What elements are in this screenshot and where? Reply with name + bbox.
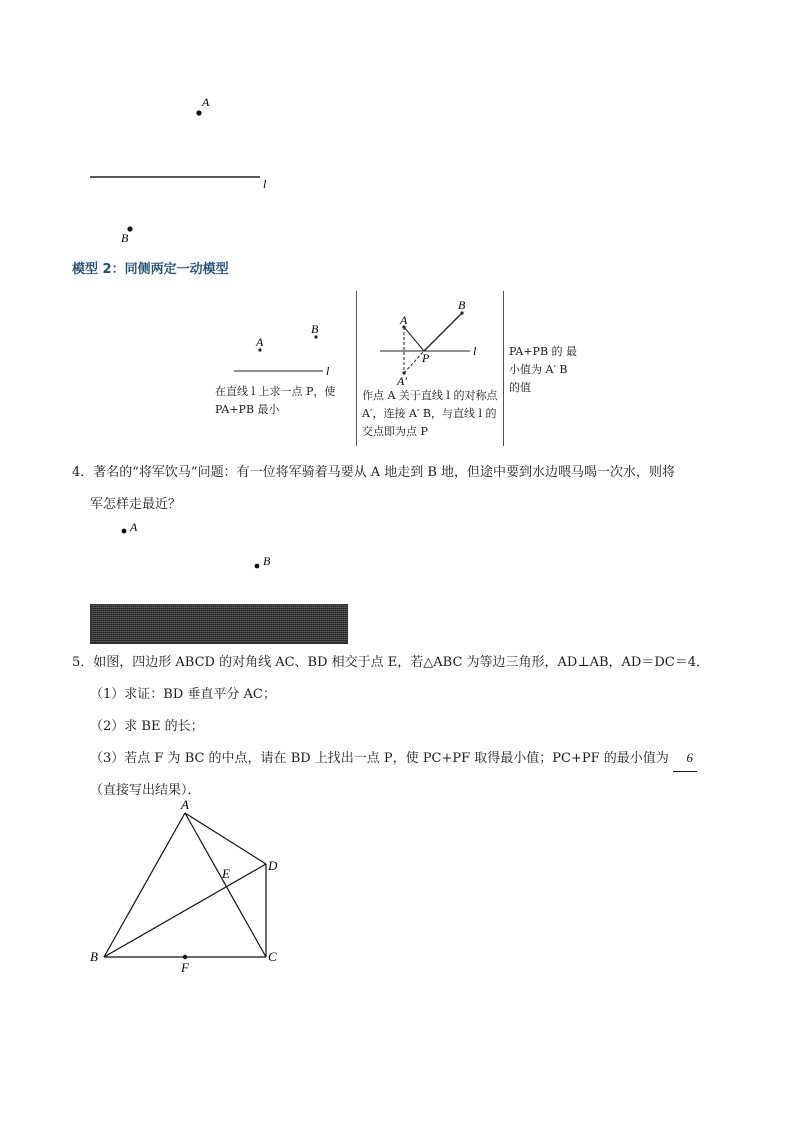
q4-text-line1: 4．著名的“将军饮马”问题：有一位将军骑着马要从 A 地走到 B 地，但途中要到水边喂马喝一次水，则将: [72, 465, 676, 480]
model2-col2-caption: 作点 A 关于直线 l 的对称点 A′，连接 A′ B，与直线 l 的交点即为点 P: [362, 389, 498, 438]
label-l: l: [263, 177, 267, 191]
col1-label-a: A: [256, 335, 264, 349]
col2-label-a: A: [400, 313, 408, 327]
q4-figure: [110, 518, 290, 578]
q4-label-a: A: [130, 520, 138, 534]
col1-label-l: l: [326, 364, 330, 378]
q5-label-e: E: [222, 866, 230, 881]
model2-heading: 模型 2：同侧两定一动模型: [72, 262, 229, 277]
q5-label-b: B: [90, 949, 98, 964]
model2-col3-caption: PA+PB 的 最小值为 A′ B 的值: [509, 345, 578, 394]
q5-part3: （3）若点 F 为 BC 的中点，请在 BD 上找出一点 P，使 PC+PF 取得最小值；PC+PF 的最小值为: [90, 751, 669, 766]
q5-label-a: A: [181, 800, 189, 812]
q5-label-d: D: [268, 858, 278, 873]
q5-figure: [80, 800, 300, 980]
col2-label-p: P: [422, 351, 430, 365]
q5-answer-blank: 6: [673, 745, 697, 772]
col1-label-b: B: [311, 322, 319, 336]
q4-label-b: B: [263, 554, 271, 568]
model2-col2-figure: [360, 298, 500, 390]
q5-part3-line: [90, 745, 770, 772]
model2-col1-caption: 在直线 l 上求一点 P，使 PA+PB 最小: [215, 385, 336, 416]
col2-label-l: l: [473, 344, 477, 358]
q5-part1: （1）求证：BD 垂直平分 AC；: [90, 687, 276, 702]
label-b: B: [121, 231, 129, 245]
q5-part3-end: （直接写出结果）．: [90, 783, 201, 798]
label-a: A: [202, 95, 210, 109]
model2-col1-figure: [210, 318, 355, 378]
table-divider-1: [356, 291, 357, 446]
table-divider-2: [503, 291, 504, 446]
top-figure: [80, 90, 290, 250]
q5-label-f: F: [181, 960, 189, 975]
q5-part2: （2）求 BE 的长；: [90, 719, 204, 734]
col2-label-a-prime: A′: [397, 374, 407, 388]
q5-label-c: C: [268, 949, 277, 964]
q4-text-line2: 军怎样走最近？: [90, 497, 182, 512]
col2-label-b: B: [458, 298, 466, 312]
q5-stem: 5．如图，四边形 ABCD 的对角线 AC、BD 相交于点 E，若△ABC 为等边三角形，AD⊥AB，AD＝DC＝4．: [72, 655, 709, 670]
river-bank: [90, 604, 348, 644]
point-a: [196, 110, 201, 115]
